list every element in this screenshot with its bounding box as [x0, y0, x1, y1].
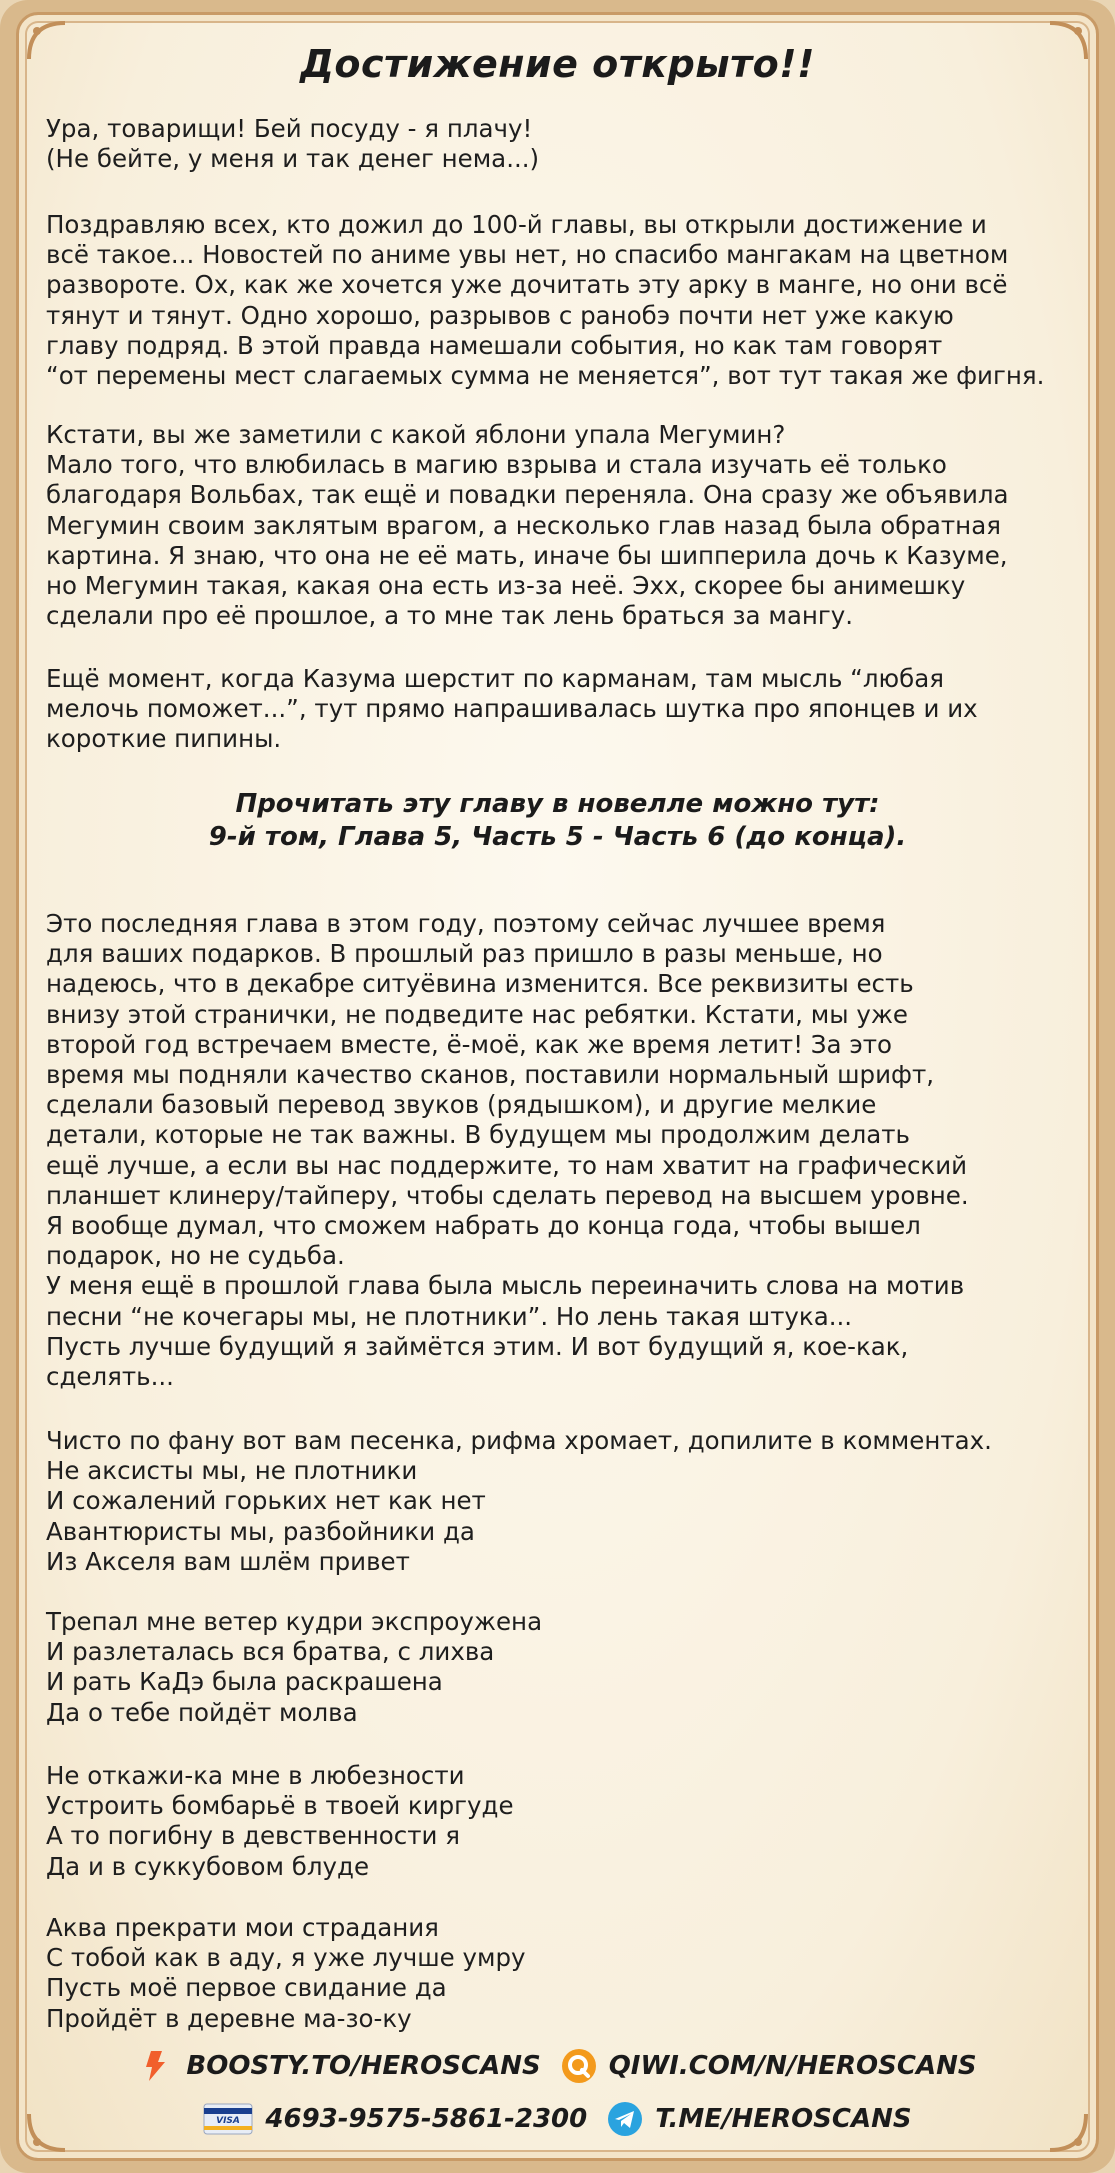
song-verse: Чисто по фану вот вам песенка, рифма хромает, допилите в комментах. Не аксисты мы, не плотники И сожалений горьких нет как нет Авантюристы мы, разбойники да Из Акселя вам шлём привет: [46, 1426, 992, 1576]
boosty-link-label: BOOSTY.TO/HEROSCANS: [186, 2051, 541, 2081]
year-end-paragraph: Это последняя глава в этом году, поэтому сейчас лучшее время для ваших подарков. В прошлый раз пришло в разы меньше, но надеюсь, что в декабре ситуёвина изменится. Все реквизиты есть внизу этой странички, не подведите нас ребятки. Кстати, мы уже второй год встречаем вместе, ё-моё, как же время летит! За это время мы подняли качество сканов, поставили нормальный шрифт, сделали базовый перевод звуков (рядышком), и другие мелкие детали, которые не так важны. В будущем мы продолжим делать ещё лучше, а если вы нас поддержите, то нам хватит на графический планшет клинеру/тайперу, чтобы сделать перевод на высшем уровне. Я вообще думал, что сможем набрать до конца года, чтобы вышел подарок, но не судьба. У меня ещё в прошлой глава была мысль переиначить слова на мотив песни “не кочегары мы, не плотники”. Но лень такая штука... Пусть лучше будущий я займётся этим. И вот будущий я, кое-как, сделять...: [46, 909, 969, 1392]
telegram-link-label: T.ME/HEROSCANS: [655, 2104, 912, 2134]
qiwi-link-label: QIWI.COM/N/HEROSCANS: [608, 2051, 977, 2081]
song-verse: Трепал мне ветер кудри экспроужена И разлеталась вся братва, с лихва И рать КаДэ была раскрашена Да о тебе пойдёт молва: [46, 1607, 543, 1727]
novel-reference-line: 9-й том, Глава 5, Часть 5 - Часть 6 (до конца).: [208, 822, 907, 852]
novel-reference: [0, 788, 1115, 854]
kazuma-paragraph: Ещё момент, когда Казума шерстит по карманам, там мысль “любая мелочь поможет...”, тут прямо напрашивалась шутка про японцев и их короткие пипины.: [46, 664, 978, 754]
card-number[interactable]: [203, 2103, 587, 2135]
card-number-label: 4693-9575-5861-2300: [265, 2104, 588, 2134]
qiwi-link[interactable]: [561, 2048, 977, 2084]
megumin-paragraph: Кстати, вы же заметили с какой яблони упала Мегумин? Мало того, что влюбилась в магию взрыва и стала изучать её только благодаря Вольбах, так ещё и повадки переняла. Она сразу же объявила Мегумин своим заклятым врагом, а несколько глав назад была обратная картина. Я знаю, что она не её мать, иначе бы шипперила дочь к Казуме, но Мегумин такая, какая она есть из-за неё. Эхх, скорее бы анимешку сделали про её прошлое, а то мне так лень браться за мангу.: [46, 420, 1009, 631]
intro-paragraph: Ура, товарищи! Бей посуду - я плачу! (Не бейте, у меня и так денег нема...): [46, 114, 540, 174]
song-verse: Аква прекрати мои страдания С тобой как в аду, я уже лучше умру Пусть моё первое свидание да Пройдёт в деревне ма-зо-ку: [46, 1913, 526, 2033]
novel-reference-line: Прочитать эту главу в новелле можно тут:: [235, 789, 880, 819]
visa-card-icon: [203, 2103, 253, 2135]
congrats-paragraph: Поздравляю всех, кто дожил до 100-й главы, вы открыли достижение и всё такое... Новостей по аниме увы нет, но спасибо мангакам на цветном развороте. Ох, как же хочется уже дочитать эту арку в манге, но они всё тянут и тянут. Одно хорошо, разрывов с ранобэ почти нет уже какую главу подряд. В этой правда намешали события, но как там говорят “от перемены мест слагаемых сумма не меняется”, вот тут такая же фигня.: [46, 210, 1045, 391]
telegram-link[interactable]: [607, 2101, 911, 2137]
page-title: Достижение открыто!!: [300, 42, 815, 86]
boosty-icon: [138, 2048, 174, 2084]
telegram-icon: [607, 2101, 643, 2137]
song-verse: Не откажи-ка мне в любезности Устроить бомбарьё в твоей киргуде А то погибну в девственности я Да и в суккубовом блуде: [46, 1761, 514, 1881]
qiwi-icon: [561, 2048, 597, 2084]
footer-links-row: [0, 2099, 1115, 2139]
footer-links-row: [0, 2046, 1115, 2086]
boosty-link[interactable]: [138, 2048, 540, 2084]
svg-text:VISA: VISA: [216, 2116, 241, 2126]
